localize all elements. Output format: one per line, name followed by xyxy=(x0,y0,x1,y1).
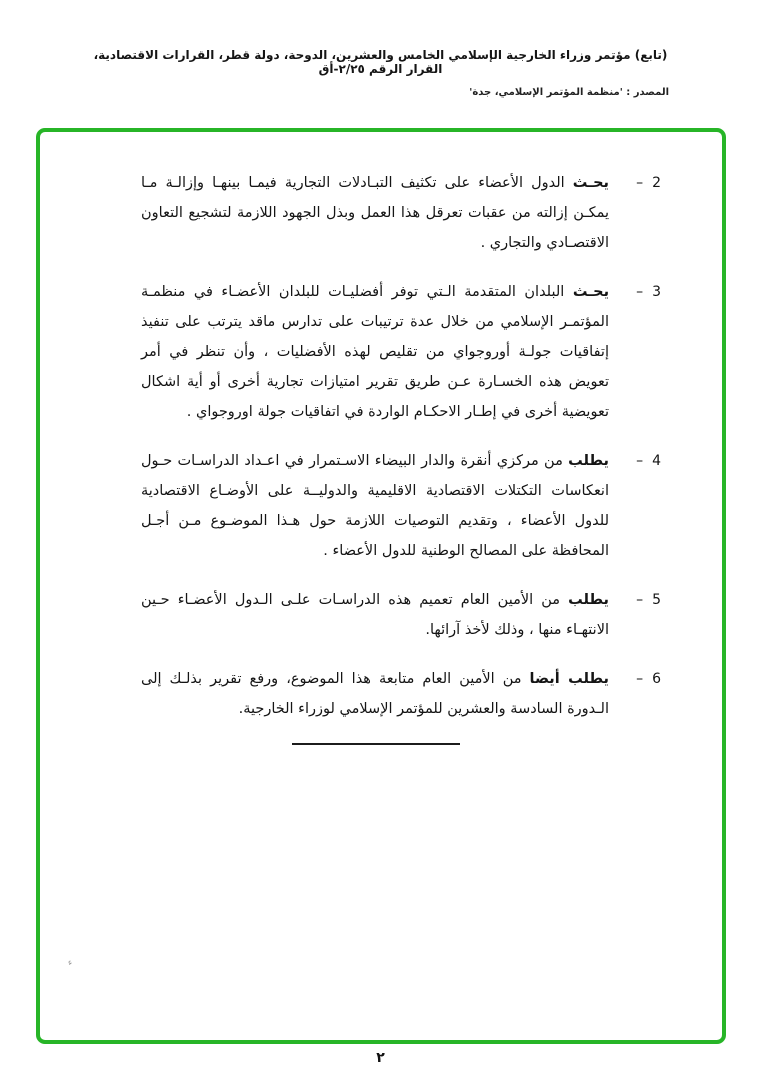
item-text xyxy=(141,446,609,566)
item-number: 4 xyxy=(652,453,661,469)
item-body-text: البلدان المتقدمة الـتي توفر أفضليـات للبلدان الأعضـاء في منظمـة المؤتمـر الإسلامي من خلال عدة ترتيبات على تدارس ماقد يترتب على تنفيذ إتفاقيات جولـة أوروجواي من تقليص لهذه الأفضليات ، وأن تنظر في أمر تعويض هذه الخسـارة عـن طريق تقرير امتيازات تجارية أخرى أو أية اشكال تعويضية أخرى في إطـار الاحكـام الواردة في اتفاقيات جولة اوروجواي . xyxy=(141,284,609,420)
list-item-marker xyxy=(619,277,661,427)
list-item xyxy=(141,446,661,566)
item-lead-word: يحـث xyxy=(572,175,609,191)
page-header xyxy=(0,48,761,98)
item-lead-word: يطلب xyxy=(568,592,609,608)
item-dash: – xyxy=(636,284,644,300)
item-body-text: من الأمين العام تعميم هذه الدراسـات علـى الـدول الأعضـاء حـين الانتهـاء منها ، وذلك لأخذ آرائها. xyxy=(141,592,609,638)
item-text xyxy=(141,664,609,724)
item-lead-word: يطلب أيضا xyxy=(529,671,609,687)
item-text xyxy=(141,277,609,427)
list-item xyxy=(141,277,661,427)
item-number: 2 xyxy=(652,175,661,191)
list-item-marker xyxy=(619,664,661,724)
item-text xyxy=(141,168,609,258)
item-dash: – xyxy=(636,671,644,687)
document-source: المصدر : 'منظمة المؤتمر الإسلامي، جدة' xyxy=(469,87,669,98)
list-item-marker xyxy=(619,446,661,566)
item-body-text: الدول الأعضاء على تكثيف التبـادلات التجارية فيمـا بينهـا وإزالـة مـا يمكـن إزالته من عقبات تعرقل هذا العمل وبذل الجهود اللازمة لتشجيع التعاون الاقتصـادي والتجاري . xyxy=(141,175,609,251)
item-number: 5 xyxy=(652,592,661,608)
divider-line xyxy=(292,743,460,745)
scan-artifact: ء xyxy=(66,957,74,969)
list-item-marker xyxy=(619,168,661,258)
item-lead-word: يطلب xyxy=(568,453,609,469)
list-item xyxy=(141,664,661,724)
item-dash: – xyxy=(636,453,644,469)
item-body-text: من مركزي أنقرة والدار البيضاء الاسـتمرار في اعـداد الدراسـات حـول انعكاسات التكتلات الاقتصادية الاقليمية والدوليــة على الأوضـاع الاقتصادية للدول الأعضاء ، وتقديم التوصيات اللازمة حول هـذا الموضـوع مـن أجـل المحافظة على المصالح الوطنية للدول الأعضاء . xyxy=(141,453,609,559)
list-item xyxy=(141,168,661,258)
list-item-marker xyxy=(619,585,661,645)
item-number: 3 xyxy=(652,284,661,300)
item-number: 6 xyxy=(652,671,661,687)
document-title: (تابع) مؤتمر وزراء الخارجية الإسلامي الخامس والعشرين، الدوحة، دولة قطر، القرارات الاقتصادية، القرار الرقم ٢/٢٥-أق xyxy=(93,48,668,76)
page-number: ٢ xyxy=(376,1050,385,1066)
item-dash: – xyxy=(636,175,644,191)
item-text xyxy=(141,585,609,645)
item-dash: – xyxy=(636,592,644,608)
document-body xyxy=(141,168,661,745)
list-item xyxy=(141,585,661,645)
item-lead-word: يحـث xyxy=(572,284,610,300)
item-body-text: من الأمين العام متابعة هذا الموضوع، ورفع تقرير بذلـك إلى الـدورة السادسة والعشرين للمؤتمر الإسلامي لوزراء الخارجية. xyxy=(141,671,609,717)
